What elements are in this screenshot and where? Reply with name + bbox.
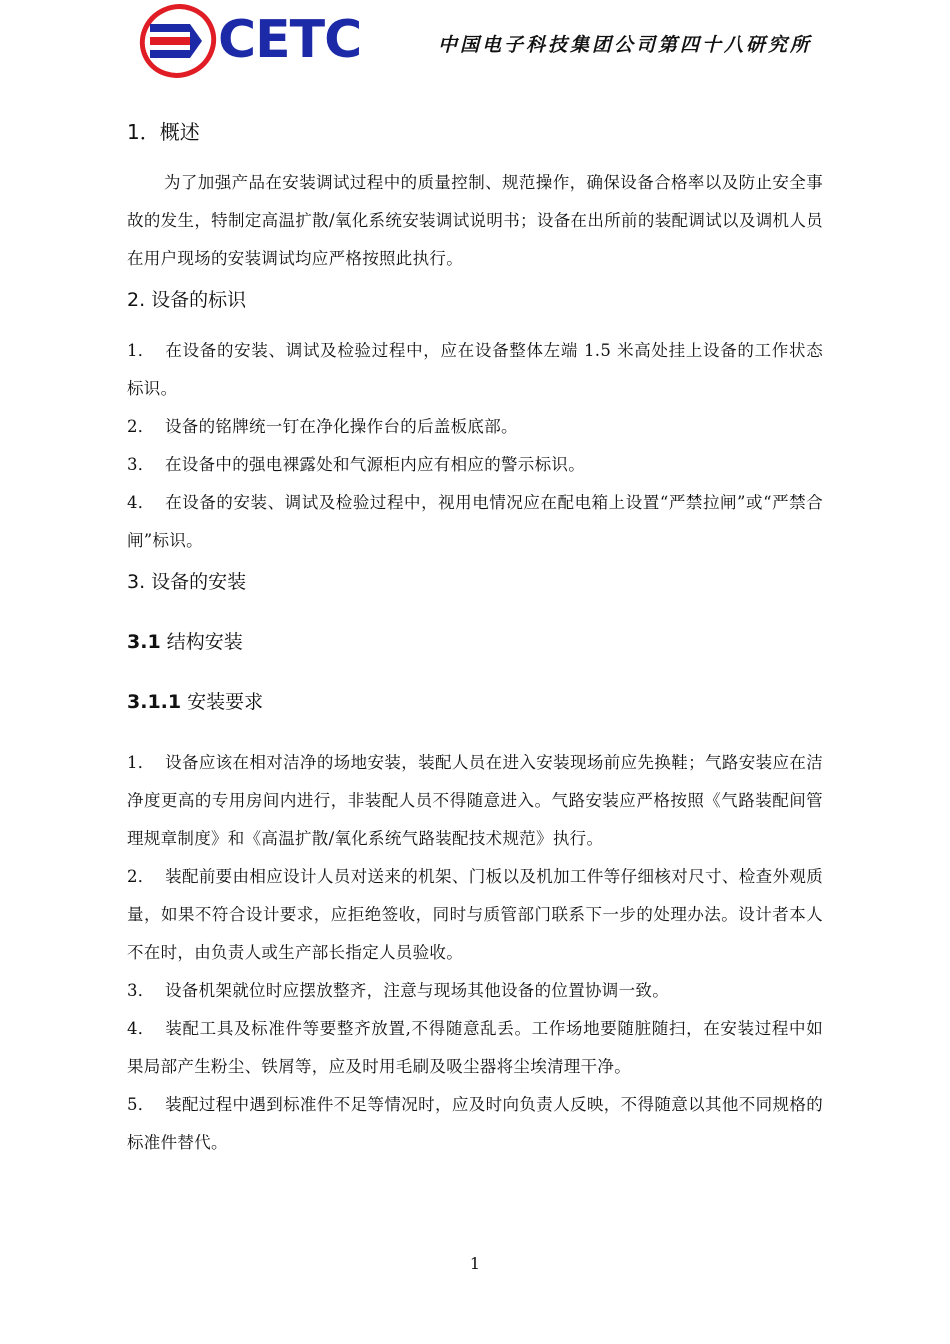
section-3-1-title: 3.1 结构安装 bbox=[127, 631, 243, 653]
list-item: 4． 在设备的安装、调试及检验过程中，视用电情况应在配电箱上设置“严禁拉闸”或“严禁合闸”标识。 bbox=[127, 493, 823, 550]
page-number: 1 bbox=[469, 1254, 481, 1273]
section-1-paragraph: 为了加强产品在安装调试过程中的质量控制、规范操作，确保设备合格率以及防止安全事故的发生，特制定高温扩散/氧化系统安装调试说明书；设备在出所前的装配调试以及调机人员在用户现场的安装调试均应严格按照此执行。 bbox=[127, 173, 823, 268]
list-item: 5． 装配过程中遇到标准件不足等情况时，应及时向负责人反映，不得随意以其他不同规格的标准件替代。 bbox=[127, 1095, 823, 1152]
list-item: 1． 设备应该在相对洁净的场地安装，装配人员在进入安装现场前应先换鞋；气路安装应在洁净度更高的专用房间内进行，非装配人员不得随意进入。气路安装应严格按照《气路装配间管理规章制度》和《高温扩散/氧化系统气路装配技术规范》执行。 bbox=[127, 753, 823, 848]
cetc-emblem-icon bbox=[138, 2, 218, 80]
list-item: 2． 装配前要由相应设计人员对送来的机架、门板以及机加工件等仔细核对尺寸、检查外观质量，如果不符合设计要求，应拒绝签收，同时与质管部门联系下一步的处理办法。设计者本人不在时，由负责人或生产部长指定人员验收。 bbox=[127, 867, 823, 962]
list-item: 1． 在设备的安装、调试及检验过程中，应在设备整体左端 1.5 米高处挂上设备的工作状态标识。 bbox=[127, 341, 823, 398]
list-item: 3． 在设备中的强电裸露处和气源柜内应有相应的警示标识。 bbox=[127, 455, 585, 474]
section-3-1-1-title: 3.1.1 安装要求 bbox=[127, 691, 264, 713]
list-item: 2． 设备的铭牌统一钉在净化操作台的后盖板底部。 bbox=[127, 417, 518, 436]
section-1-title: 1．概述 bbox=[127, 120, 200, 144]
section-3-title: 3. 设备的安装 bbox=[127, 571, 247, 593]
page-header bbox=[0, 0, 950, 90]
list-item: 3． 设备机架就位时应摆放整齐，注意与现场其他设备的位置协调一致。 bbox=[127, 981, 669, 1000]
section-2-title: 2. 设备的标识 bbox=[127, 289, 247, 311]
list-item: 4． 装配工具及标准件等要整齐放置,不得随意乱丢。工作场地要随脏随扫，在安装过程中如果局部产生粉尘、铁屑等，应及时用毛刷及吸尘器将尘埃清理干净。 bbox=[127, 1019, 823, 1076]
cetc-logo bbox=[138, 2, 378, 80]
document-body bbox=[127, 112, 823, 1162]
logo-text: CETC bbox=[218, 10, 362, 70]
organization-name: 中国电子科技集团公司第四十八研究所 bbox=[437, 34, 812, 56]
